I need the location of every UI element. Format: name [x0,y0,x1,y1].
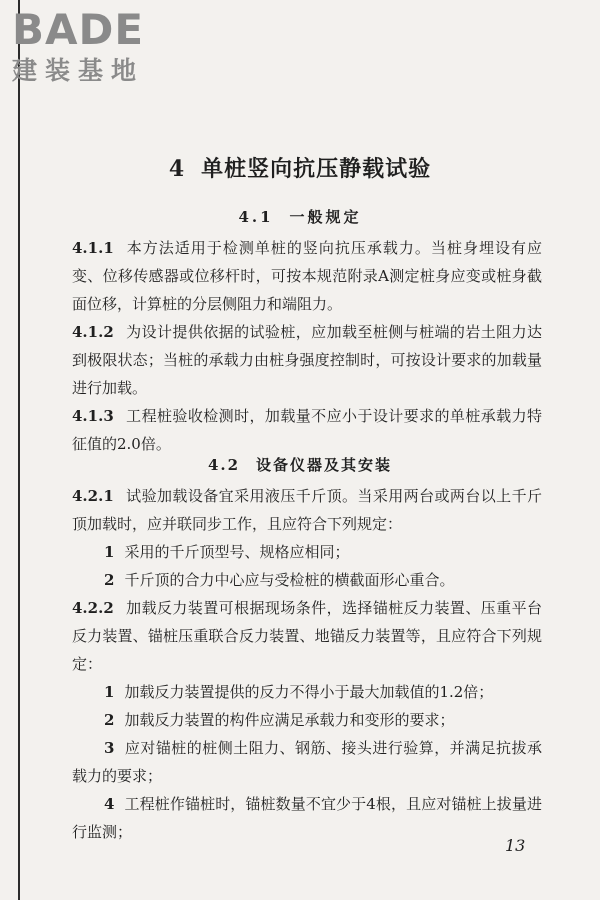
chapter-title [0,152,600,183]
clause-text: 加载反力装置可根据现场条件，选择锚桩反力装置、压重平台反力装置、锚桩压重联合反力装置、地锚反力装置等，且应符合下列规定： [72,599,542,673]
clause-text: 为设计提供依据的试验桩，应加载至桩侧与桩端的岩土阻力达到极限状态；当桩的承载力由桩身强度控制时，可按设计要求的加载量进行加载。 [72,323,542,397]
item-text: 应对锚桩的桩侧土阻力、钢筋、接头进行验算，并满足抗拔承载力的要求； [72,739,542,785]
section-title [0,454,600,475]
list-item [72,734,542,790]
page-number: 13 [505,836,526,855]
section-4-1-body [72,234,542,458]
clause-text: 本方法适用于检测单桩的竖向抗压承载力。当桩身埋设有应变、位移传感器或位移杆时，可按本规范附录A测定桩身应变或桩身截面位移，计算桩的分层侧阻力和端阻力。 [72,239,542,313]
item-number: 2 [104,711,115,729]
logo-brand-text: BADE [12,5,145,54]
clause [72,234,542,318]
item-text: 工程桩作锚桩时，锚桩数量不宜少于4根，且应对锚桩上拔量进行监测； [72,795,542,841]
item-number: 2 [104,571,115,589]
binding-line [18,0,20,900]
section-number: 4.1 [238,208,274,226]
clause-text: 工程桩验收检测时，加载量不应小于设计要求的单桩承载力特征值的2.0倍。 [72,407,542,453]
item-number: 4 [104,795,115,813]
clause-number: 4.1.2 [72,323,114,341]
item-text: 千斤顶的合力中心应与受检桩的横截面形心重合。 [124,571,455,589]
brand-logo [12,5,182,90]
clause-number: 4.2.2 [72,599,114,617]
chapter-number: 4 [168,156,186,182]
clause [72,402,542,458]
item-number: 1 [104,683,115,701]
logo-subtitle: 建装基地 [12,56,145,85]
item-text: 采用的千斤顶型号、规格应相同； [124,543,350,561]
section-title [0,206,600,227]
list-item [72,678,542,706]
section-number: 4.2 [207,456,241,474]
item-number: 1 [104,543,115,561]
clause-text: 试验加载设备宜采用液压千斤顶。当采用两台或两台以上千斤顶加载时，应并联同步工作，且应符合下列规定： [72,487,542,533]
section-4-2-body [72,482,542,846]
chapter-title-text: 单桩竖向抗压静载试验 [201,156,432,182]
list-item [72,790,542,846]
clause-number: 4.1.3 [72,407,114,425]
clause [72,482,542,538]
item-text: 加载反力装置的构件应满足承载力和变形的要求； [124,711,455,729]
list-item [72,538,542,566]
section-title-text: 设备仪器及其安装 [256,456,393,474]
clause-number: 4.1.1 [72,239,114,257]
item-text: 加载反力装置提供的反力不得小于最大加载值的1.2倍； [124,683,494,701]
item-number: 3 [104,739,115,757]
clause [72,594,542,678]
section-title-text: 一般规定 [289,208,362,226]
list-item [72,706,542,734]
clause-number: 4.2.1 [72,487,114,505]
list-item [72,566,542,594]
clause [72,318,542,402]
